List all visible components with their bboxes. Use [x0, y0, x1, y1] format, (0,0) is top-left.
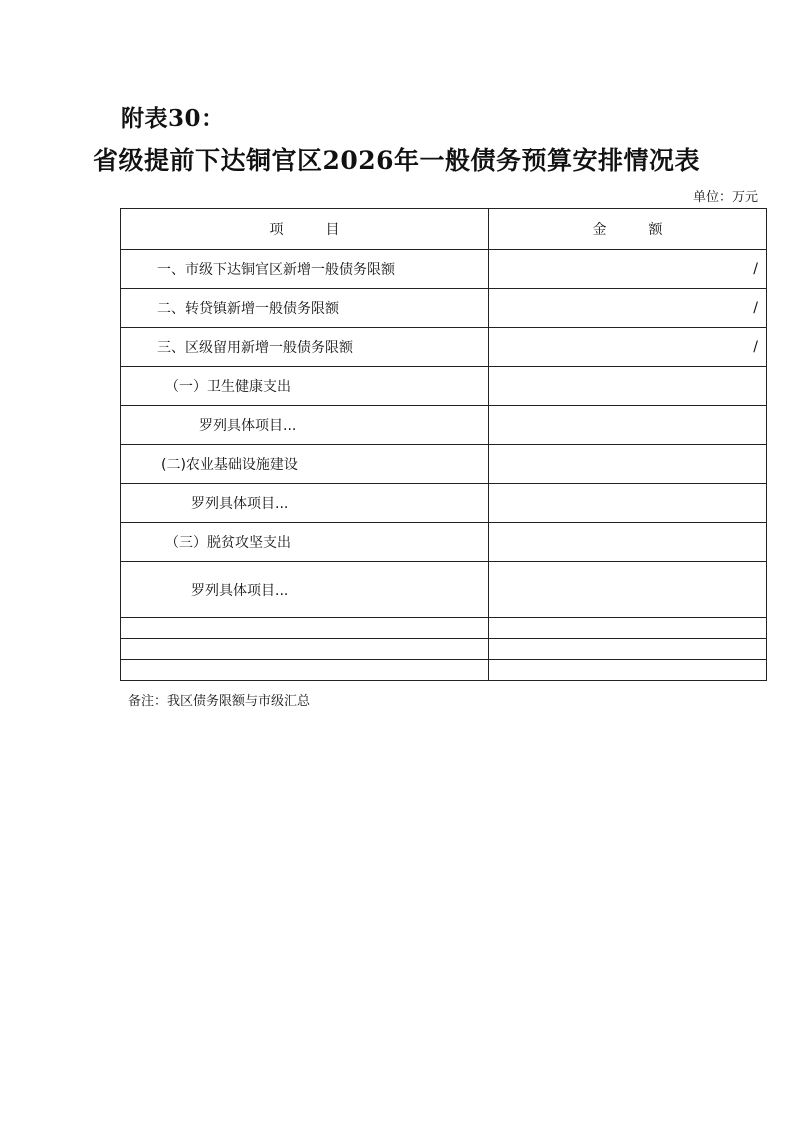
row-item: 罗列具体项目... [121, 484, 489, 523]
table-row [121, 639, 767, 660]
footnote: 备注：我区债务限额与市级汇总 [128, 694, 311, 709]
row-item: 罗列具体项目... [121, 562, 489, 618]
table-row [121, 523, 767, 562]
row-amount [489, 639, 767, 660]
table-row [121, 562, 767, 618]
row-item: 一、市级下达铜官区新增一般债务限额 [121, 250, 489, 289]
row-item: 罗列具体项目... [121, 406, 489, 445]
annex-label: 附表30： [121, 105, 225, 132]
table-row [121, 367, 767, 406]
table-row [121, 618, 767, 639]
row-amount [489, 523, 767, 562]
table-row [121, 406, 767, 445]
row-amount [489, 484, 767, 523]
table-row [121, 660, 767, 681]
row-item [121, 639, 489, 660]
header-amount: 金 额 [489, 209, 767, 250]
row-item: 三、区级留用新增一般债务限额 [121, 328, 489, 367]
row-amount: / [489, 250, 767, 289]
table-row [121, 484, 767, 523]
row-amount [489, 660, 767, 681]
table-row [121, 250, 767, 289]
row-amount [489, 618, 767, 639]
row-item: 二、转贷镇新增一般债务限额 [121, 289, 489, 328]
row-amount [489, 406, 767, 445]
row-item: (二)农业基础设施建设 [121, 445, 489, 484]
unit-label: 单位：万元 [692, 190, 758, 205]
row-amount: / [489, 328, 767, 367]
row-amount [489, 562, 767, 618]
header-item: 项 目 [121, 209, 489, 250]
table-header-row [121, 209, 767, 250]
row-amount: / [489, 289, 767, 328]
row-item: （一）卫生健康支出 [121, 367, 489, 406]
row-item [121, 660, 489, 681]
page-title: 省级提前下达铜官区2026年一般债务预算安排情况表 [92, 146, 701, 175]
table-row [121, 328, 767, 367]
row-item: （三）脱贫攻坚支出 [121, 523, 489, 562]
table-row [121, 445, 767, 484]
budget-table [120, 208, 767, 681]
row-amount [489, 445, 767, 484]
table-row [121, 289, 767, 328]
row-amount [489, 367, 767, 406]
row-item [121, 618, 489, 639]
